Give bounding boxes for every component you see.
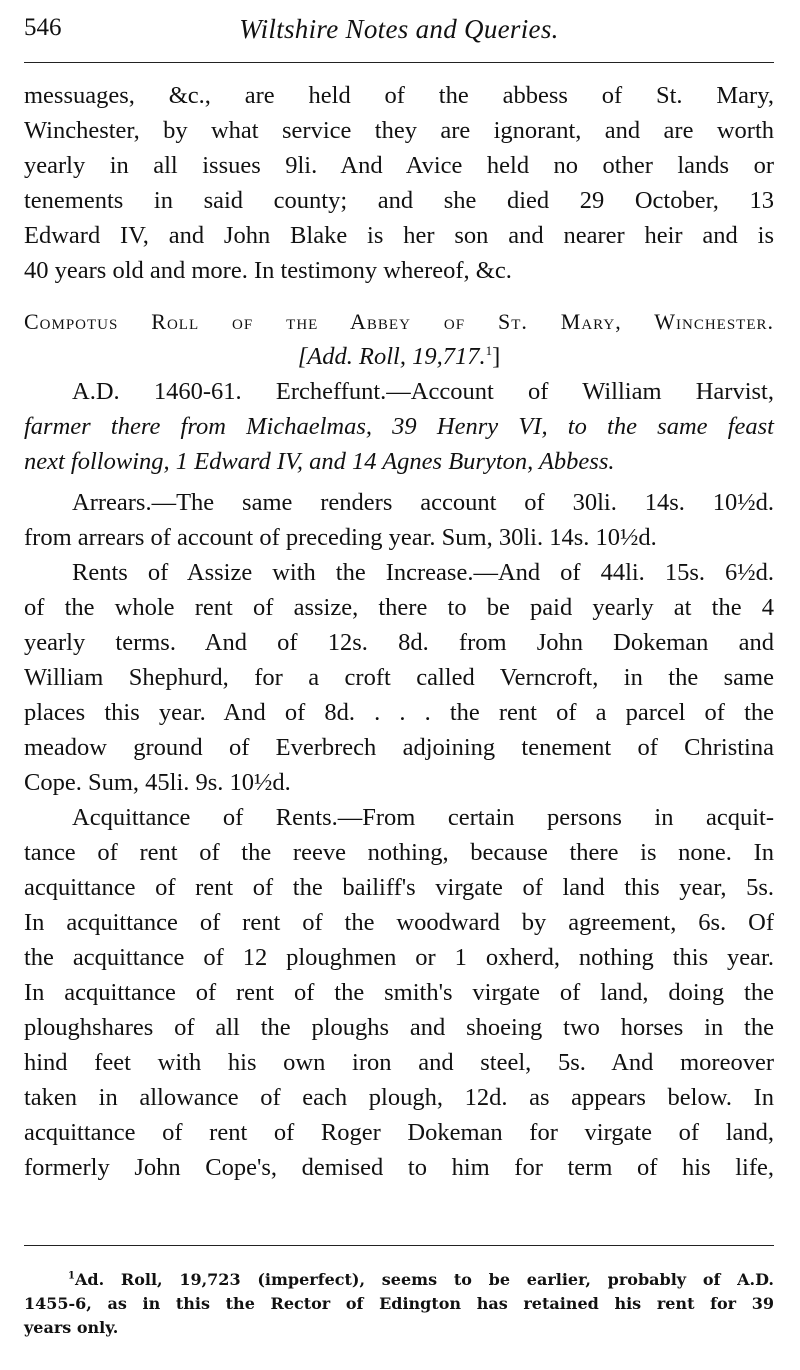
text-line: ploughshares of all the ploughs and shoeing two horses in the	[24, 1014, 774, 1041]
text-line: farmer there from Michaelmas, 39 Henry VI, to the same feast	[24, 413, 774, 440]
text-line: from arrears of account of preceding year. Sum, 30li. 14s. 10½d.	[24, 524, 657, 551]
text-line: meadow ground of Everbrech adjoining tenement of Christina	[24, 734, 774, 761]
text-line: Arrears.—The same renders account of 30li. 14s. 10½d.	[72, 489, 774, 516]
footnote-line	[24, 1268, 774, 1292]
text-line: places this year. And of 8d. . . . the rent of a parcel of the	[24, 699, 774, 726]
text-line: A.D. 1460-61. Ercheffunt.—Account of William Harvist,	[72, 378, 774, 405]
footnote-line: 1455-6, as in this the Rector of Edington has retained his rent for 39	[24, 1294, 774, 1313]
footnote-marker: 1	[68, 1270, 75, 1282]
text-line: acquittance of rent of the bailiff's virgate of land this year, 5s.	[24, 874, 774, 901]
text-line: Winchester, by what service they are ignorant, and are worth	[24, 117, 774, 144]
text-line: hind feet with his own iron and steel, 5s. And moreover	[24, 1049, 774, 1076]
text-line: Cope. Sum, 45li. 9s. 10½d.	[24, 769, 291, 796]
text-line: yearly in all issues 9li. And Avice held no other lands or	[24, 152, 774, 179]
text-line: 40 years old and more. In testimony whereof, &c.	[24, 257, 512, 284]
text-line: tance of rent of the reeve nothing, because there is none. In	[24, 839, 774, 866]
text-line: Rents of Assize with the Increase.—And of 44li. 15s. 6½d.	[72, 559, 774, 586]
text-line: taken in allowance of each plough, 12d. as appears below. In	[24, 1084, 774, 1111]
page-number: 546	[24, 14, 62, 41]
text-line: the acquittance of 12 ploughmen or 1 oxherd, nothing this year.	[24, 944, 774, 971]
running-title: Wiltshire Notes and Queries.	[239, 14, 559, 44]
footnote-marker: 1	[485, 342, 493, 358]
footnote-rule	[24, 1245, 774, 1246]
body-text	[24, 78, 774, 1185]
text-line: of the whole rent of assize, there to be paid yearly at the 4	[24, 594, 774, 621]
text-line: Acquittance of Rents.—From certain persons in acquit-	[72, 804, 774, 831]
text-line: acquittance of rent of Roger Dokeman for virgate of land,	[24, 1119, 774, 1146]
page-header	[24, 14, 774, 48]
roll-reference-close: ]	[492, 343, 501, 370]
text-line: messuages, &c., are held of the abbess of St. Mary,	[24, 82, 774, 109]
text-line: In acquittance of rent of the woodward by agreement, 6s. Of	[24, 909, 774, 936]
footnote-text: Ad. Roll, 19,723 (imperfect), seems to be earlier, probably of A.D.	[74, 1270, 774, 1289]
text-line: Edward IV, and John Blake is her son and nearer heir and is	[24, 222, 774, 249]
roll-reference	[24, 339, 774, 374]
text-line: formerly John Cope's, demised to him for term of his life,	[24, 1154, 774, 1181]
text-line: tenements in said county; and she died 29 October, 13	[24, 187, 774, 214]
text-line: next following, 1 Edward IV, and 14 Agnes Buryton, Abbess.	[24, 448, 615, 475]
text-line: yearly terms. And of 12s. 8d. from John Dokeman and	[24, 629, 774, 656]
header-rule	[24, 62, 774, 63]
section-heading: Compotus Roll of the Abbey of St. Mary, Winchester.	[24, 309, 774, 334]
text-line: William Shephurd, for a croft called Verncroft, in the same	[24, 664, 774, 691]
text-line: In acquittance of rent of the smith's virgate of land, doing the	[24, 979, 774, 1006]
footnote-line: years only.	[24, 1318, 119, 1337]
roll-reference-text: [Add. Roll, 19,717.	[297, 343, 486, 370]
footnote	[24, 1268, 774, 1340]
